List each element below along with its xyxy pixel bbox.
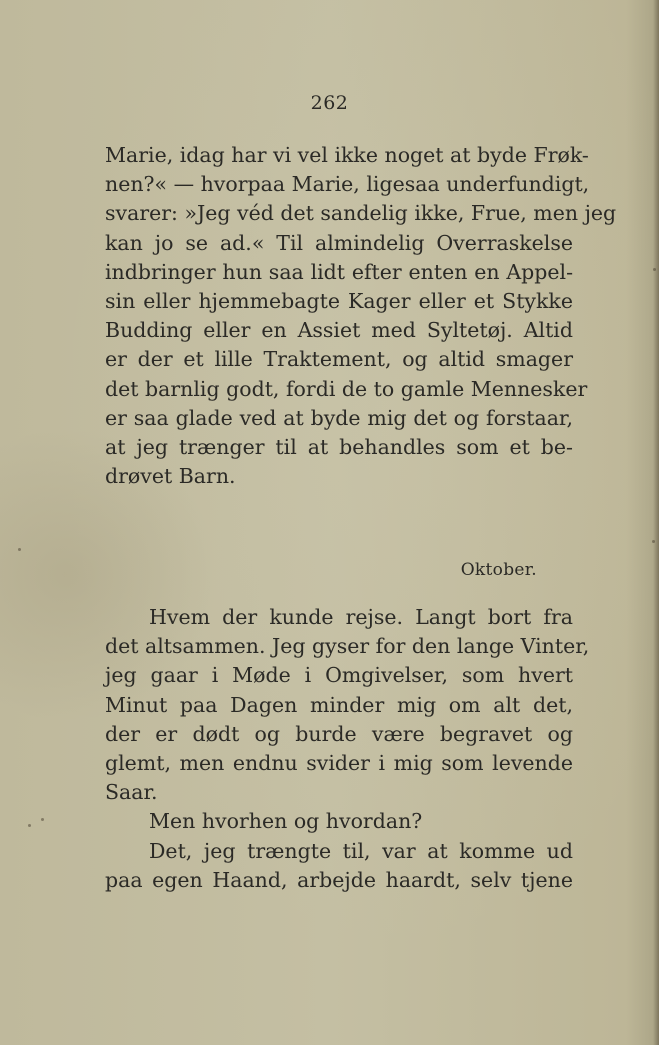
diary-entry <box>105 603 590 895</box>
text-line: er der et lille Traktement, og altid smager <box>105 347 573 372</box>
page-spine-shadow <box>653 0 659 1045</box>
text-line: Budding eller en Assiet med Syltetøj. Altid <box>105 318 573 343</box>
text-line: det barnlig godt, fordi de to gamle Mennesker <box>105 376 588 401</box>
text-line: glemt, men endnu svider i mig som levende <box>105 751 573 776</box>
paper-speck <box>653 268 656 271</box>
paper-speck <box>18 548 21 551</box>
text-line: drøvet Barn. <box>105 464 236 489</box>
text-line: Saar. <box>105 780 158 805</box>
text-line: Marie, idag har vi vel ikke noget at byde Frøk- <box>105 143 589 167</box>
paper-speck <box>41 818 44 821</box>
paragraph-continued <box>105 141 617 491</box>
text-line: Det, jeg trængte til, var at komme ud <box>149 838 573 863</box>
text-line: nen?« — hvorpaa Marie, ligesaa underfundigt, <box>105 172 590 197</box>
text-line: paa egen Haand, arbejde haardt, selv tjene <box>105 867 573 892</box>
text-line: indbringer hun saa lidt efter enten en Appel- <box>105 259 573 284</box>
text-line: Hvem der kunde rejse. Langt bort fra <box>149 605 573 629</box>
text-line: jeg gaar i Møde i Omgivelser, som hvert <box>105 663 573 688</box>
text-line: det altsammen. Jeg gyser for den lange Vinter, <box>105 634 590 659</box>
text-line: Men hvorhen og hvordan? <box>149 809 423 834</box>
paper-speck <box>28 824 31 827</box>
page-number: 262 <box>310 92 349 114</box>
paper-speck <box>652 540 655 543</box>
text-line: er saa glade ved at byde mig det og forstaar, <box>105 405 573 430</box>
text-line: der er dødt og burde være begravet og <box>105 721 573 746</box>
text-line: Minut paa Dagen minder mig om alt det, <box>105 692 573 717</box>
dateline: Oktober. <box>460 560 537 580</box>
text-line: sin eller hjemmebagte Kager eller et Stykke <box>105 289 573 314</box>
text-line: at jeg trænger til at behandles som et be- <box>105 435 573 460</box>
text-line: kan jo se ad.« Til almindelig Overraskelse <box>105 230 573 255</box>
text-line: svarer: »Jeg véd det sandelig ikke, Frue, men jeg <box>105 201 617 226</box>
